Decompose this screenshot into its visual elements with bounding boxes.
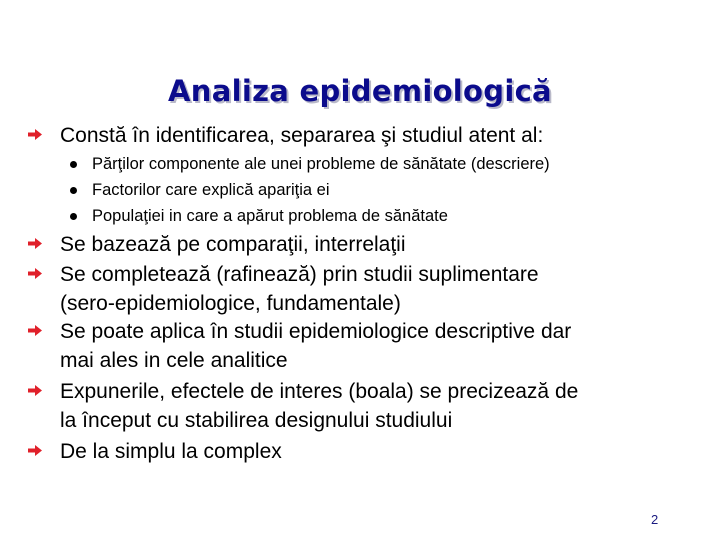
- bullet-text-line: mai ales in cele analitice: [60, 349, 288, 372]
- bullet-text-line: Se completează (rafinează) prin studii suplimentare: [60, 263, 539, 286]
- sub-bullet-text: Populaţiei in care a apărut problema de sănătate: [92, 207, 448, 225]
- bullet-text-line: Expunerile, efectele de interes (boala) se precizează de: [60, 380, 579, 403]
- slide-title: Analiza epidemiologică: [168, 74, 552, 108]
- filled-circle-icon: [70, 161, 77, 168]
- filled-circle-icon: [70, 187, 77, 194]
- arrow-right-icon: [28, 268, 42, 279]
- bullet-text-line: la început cu stabilirea designului studiului: [60, 409, 453, 432]
- arrow-right-icon: [28, 238, 42, 249]
- arrow-right-icon: [28, 445, 42, 456]
- bullet-text-line: (sero-epidemiologice, fundamentale): [60, 292, 401, 315]
- sub-bullet-text: Părţilor componente ale unei probleme de sănătate (descriere): [92, 155, 550, 173]
- arrow-right-icon: [28, 385, 42, 396]
- arrow-right-icon: [28, 325, 42, 336]
- sub-bullet-text: Factorilor care explică apariţia ei: [92, 181, 330, 199]
- filled-circle-icon: [70, 213, 77, 220]
- bullet-text: Se bazează pe comparaţii, interrelaţii: [60, 233, 406, 256]
- bullet-text: Constă în identificarea, separarea şi studiul atent al:: [60, 124, 544, 147]
- arrow-right-icon: [28, 129, 42, 140]
- bullet-text-line: Se poate aplica în studii epidemiologice descriptive dar: [60, 320, 572, 343]
- bullet-text: De la simplu la complex: [60, 440, 282, 463]
- page-number: 2: [651, 512, 659, 527]
